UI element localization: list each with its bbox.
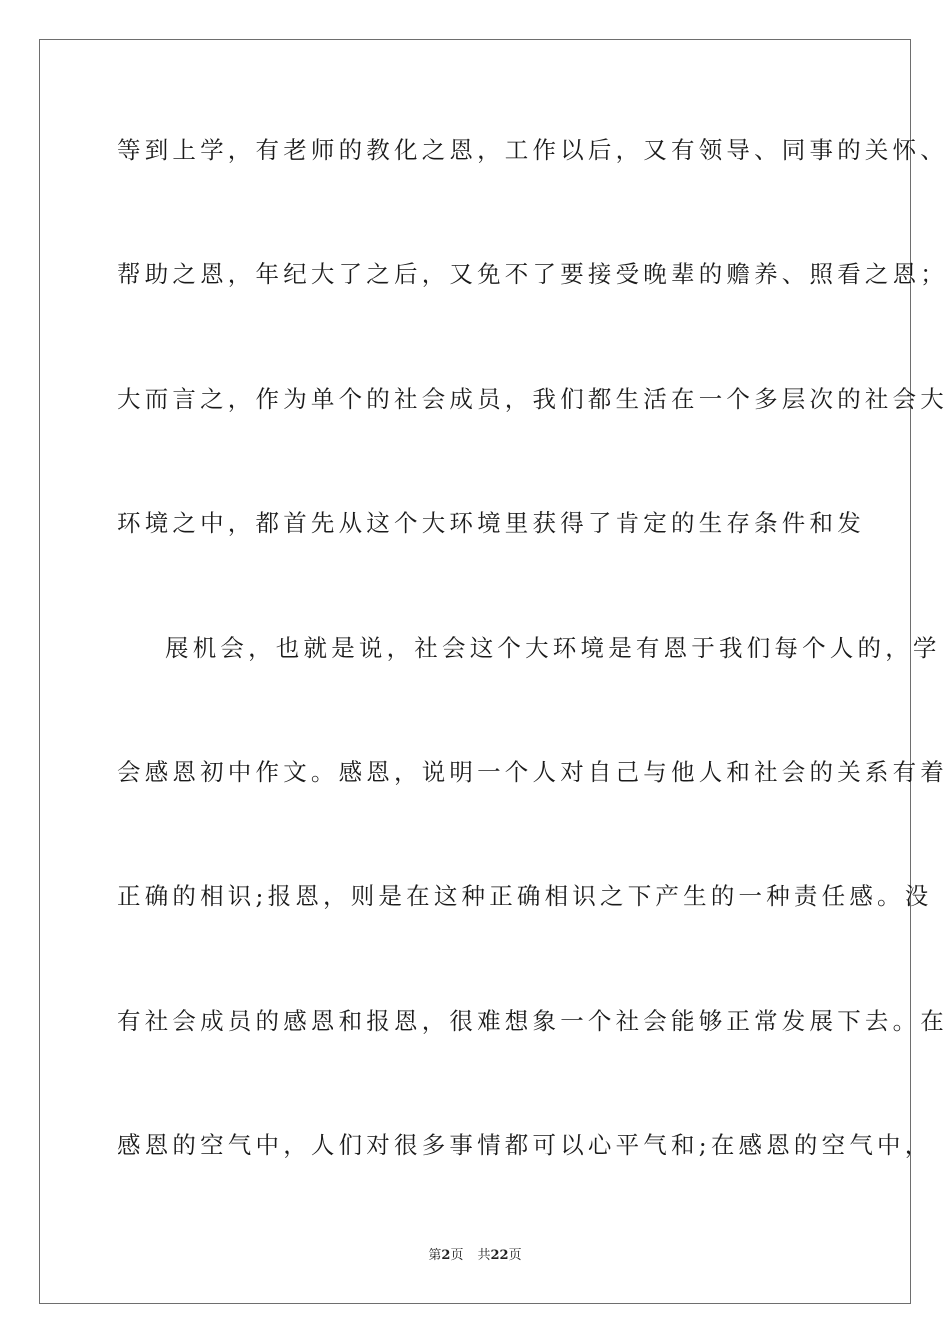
text-line-4: 环境之中，都首先从这个大环境里获得了肯定的生存条件和发 [117,509,865,537]
page-footer [0,1247,950,1265]
text-line-8: 有社会成员的感恩和报恩，很难想象一个社会能够正常发展下去。在 [117,1007,948,1035]
text-line-7: 正确的相识;报恩，则是在这种正确相识之下产生的一种责任感。没 [117,882,933,910]
footer-total-suffix: 页 [508,1248,522,1263]
footer-total-prefix: 共 [477,1248,491,1263]
text-line-5-paragraph-start: 展机会，也就是说，社会这个大环境是有恩于我们每个人的，学 [165,634,941,662]
footer-page-suffix: 页 [450,1248,464,1263]
text-line-2: 帮助之恩，年纪大了之后，又免不了要接受晚辈的赡养、照看之恩； [117,260,948,288]
text-line-1: 等到上学，有老师的教化之恩，工作以后，又有领导、同事的关怀、 [117,136,948,164]
page-border [39,39,948,1304]
footer-total-number: 22 [490,1248,509,1263]
footer-page-prefix: 第 [428,1248,442,1263]
text-line-3: 大而言之，作为单个的社会成员，我们都生活在一个多层次的社会大 [117,385,948,413]
text-line-9: 感恩的空气中，人们对很多事情都可以心平气和;在感恩的空气中， [117,1131,933,1159]
text-line-6: 会感恩初中作文。感恩，说明一个人对自己与他人和社会的关系有着 [117,758,948,786]
footer-page-number: 2 [441,1248,451,1263]
